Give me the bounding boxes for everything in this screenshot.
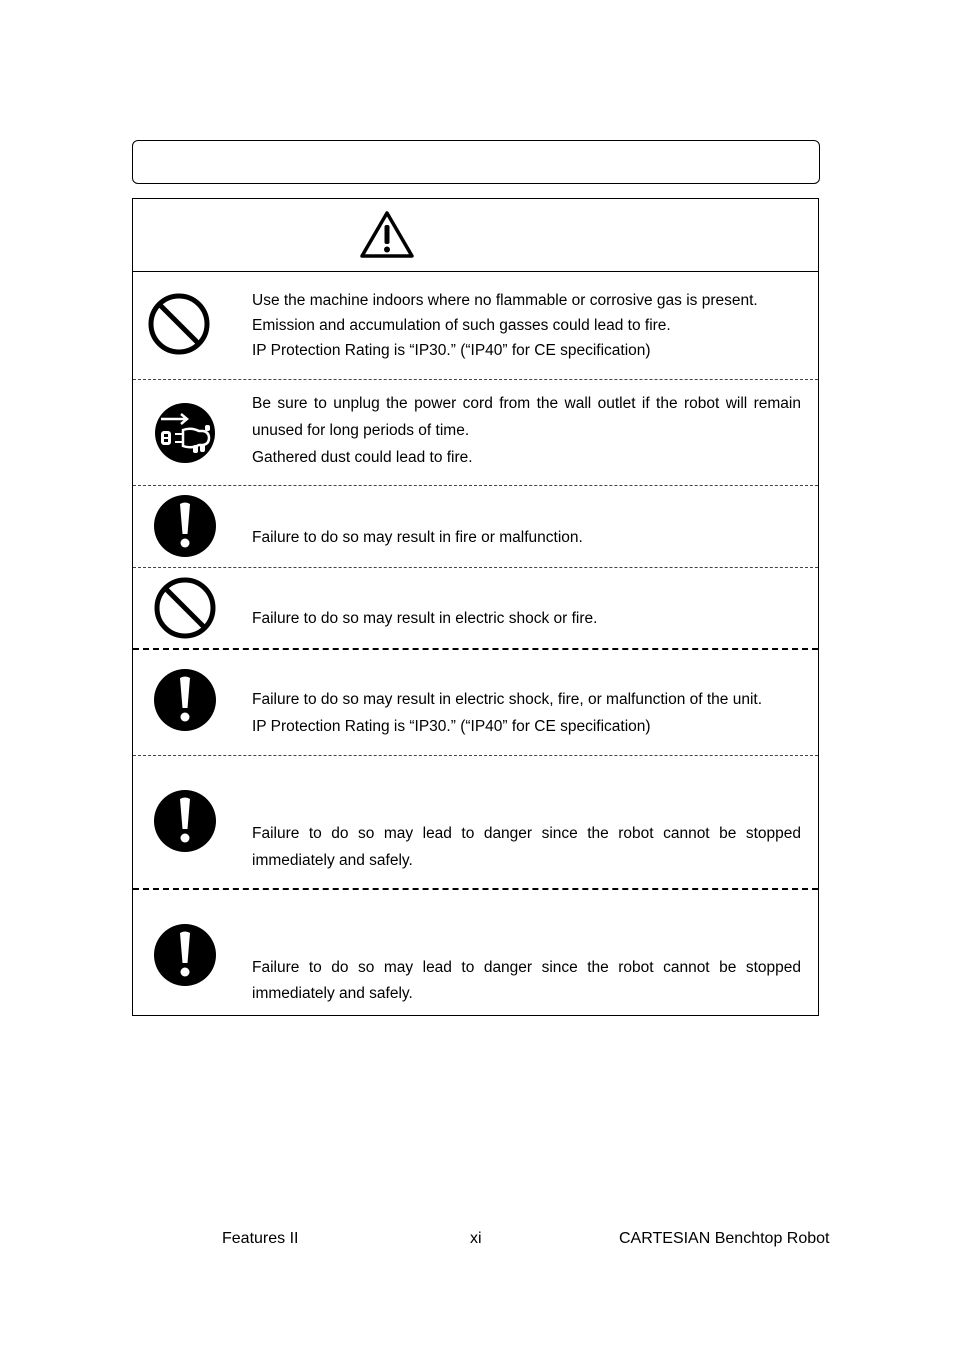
row-text	[252, 525, 801, 550]
list-item	[133, 649, 818, 755]
footer-left: Features II	[222, 1230, 299, 1247]
row-text-line: IP Protection Rating is “IP30.” (“IP40” for CE specification)	[252, 342, 651, 359]
row-text	[252, 686, 801, 740]
row-text-line: Failure to do so may result in electric shock or fire.	[252, 610, 598, 627]
row-text-line: Gathered dust could lead to fire.	[252, 449, 473, 466]
row-text-line: Emission and accumulation of such gasses could lead to fire.	[252, 317, 671, 334]
warning-triangle-icon	[359, 209, 415, 259]
prohibition-icon	[153, 576, 217, 640]
row-text	[252, 820, 801, 874]
caution-table	[132, 198, 819, 1016]
row-text-line: Failure to do so may lead to danger since the robot cannot be stopped immediately and safely.	[252, 825, 801, 869]
row-text	[252, 955, 801, 1007]
row-text	[252, 288, 801, 363]
row-text-line: Failure to do so may result in electric shock, fire, or malfunction of the unit.	[252, 691, 763, 708]
row-text	[252, 390, 801, 471]
section-title-box	[132, 140, 820, 184]
list-item	[133, 567, 818, 648]
list-item	[133, 485, 818, 567]
footer-right: CARTESIAN Benchtop Robot	[619, 1230, 830, 1247]
row-text-line: Use the machine indoors where no flammable or corrosive gas is present.	[252, 292, 758, 309]
page-number: xi	[470, 1230, 482, 1247]
mandatory-action-icon	[153, 923, 217, 987]
mandatory-action-icon	[153, 494, 217, 558]
table-header-row	[133, 199, 818, 272]
list-item	[133, 379, 818, 485]
row-text	[252, 606, 801, 631]
row-text-line: Failure to do so may lead to danger since the robot cannot be stopped immediately and safely.	[252, 959, 801, 1002]
row-text-line: Failure to do so may result in fire or malfunction.	[252, 529, 583, 546]
list-item	[133, 755, 818, 888]
list-item	[133, 889, 818, 1017]
prohibition-icon	[147, 292, 211, 356]
mandatory-action-icon	[153, 668, 217, 732]
unplug-icon	[153, 401, 217, 465]
row-text-line: IP Protection Rating is “IP30.” (“IP40” for CE specification)	[252, 718, 651, 735]
mandatory-action-icon	[153, 789, 217, 853]
row-text-line: Be sure to unplug the power cord from the wall outlet if the robot will remain unused for long periods of time.	[252, 395, 801, 439]
list-item	[133, 271, 818, 379]
